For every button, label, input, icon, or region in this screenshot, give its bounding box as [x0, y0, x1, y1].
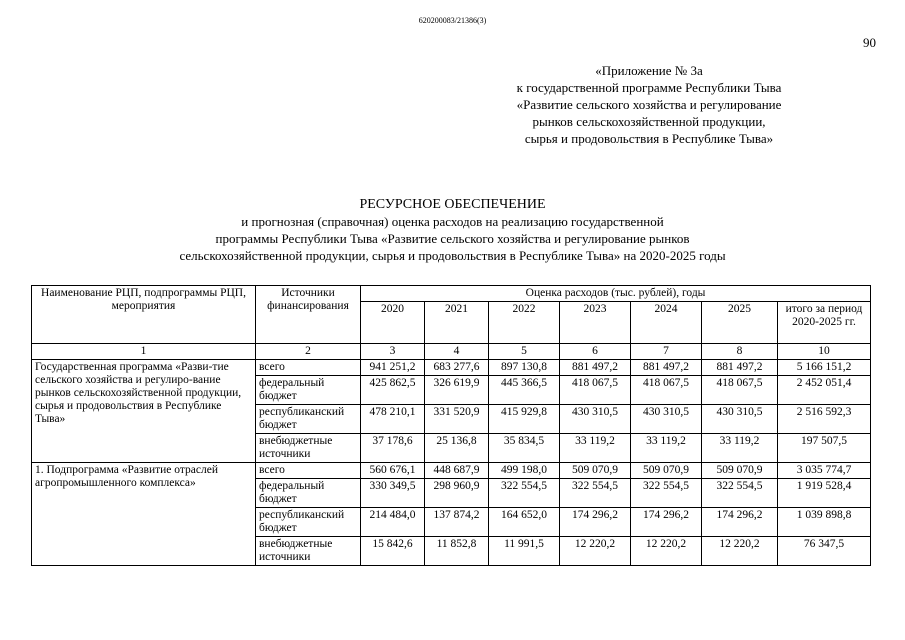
year-value: 12 220,2 — [560, 537, 631, 566]
table-row — [32, 463, 871, 479]
year-value: 415 929,8 — [489, 405, 560, 434]
resource-table — [31, 285, 871, 566]
year-value: 15 842,6 — [361, 537, 425, 566]
year-value: 881 497,2 — [631, 360, 702, 376]
year-value: 881 497,2 — [702, 360, 778, 376]
year-value: 322 554,5 — [702, 479, 778, 508]
year-value: 37 178,6 — [361, 434, 425, 463]
year-value: 560 676,1 — [361, 463, 425, 479]
total-value: 197 507,5 — [778, 434, 871, 463]
funding-source: республиканский бюджет — [256, 405, 361, 434]
document-title — [0, 196, 905, 264]
year-value: 25 136,8 — [425, 434, 489, 463]
year-value: 430 310,5 — [560, 405, 631, 434]
year-value: 509 070,9 — [631, 463, 702, 479]
header-year: 2022 — [489, 302, 560, 344]
year-value: 330 349,5 — [361, 479, 425, 508]
year-value: 445 366,5 — [489, 376, 560, 405]
year-value: 137 874,2 — [425, 508, 489, 537]
year-value: 174 296,2 — [560, 508, 631, 537]
funding-source: внебюджетные источники — [256, 537, 361, 566]
year-value: 478 210,1 — [361, 405, 425, 434]
total-value: 2 516 592,3 — [778, 405, 871, 434]
title-line: программы Республики Тыва «Развитие сельского хозяйства и регулирование рынков — [215, 231, 690, 246]
column-number-row — [32, 344, 871, 360]
year-value: 881 497,2 — [560, 360, 631, 376]
total-value: 5 166 151,2 — [778, 360, 871, 376]
year-value: 418 067,5 — [702, 376, 778, 405]
year-value: 322 554,5 — [631, 479, 702, 508]
column-number: 6 — [560, 344, 631, 360]
section-name: 1. Подпрограмма «Развитие отраслей агропромышленного комплекса» — [32, 463, 256, 566]
year-value: 11 991,5 — [489, 537, 560, 566]
appendix-line: рынков сельскохозяйственной продукции, — [532, 114, 766, 129]
year-value: 499 198,0 — [489, 463, 560, 479]
year-value: 12 220,2 — [702, 537, 778, 566]
total-value: 1 919 528,4 — [778, 479, 871, 508]
year-value: 430 310,5 — [631, 405, 702, 434]
table-header-row — [32, 286, 871, 302]
header-name: Наименование РЦП, подпрограммы РЦП, мероприятия — [32, 286, 256, 344]
year-value: 174 296,2 — [631, 508, 702, 537]
column-number: 8 — [702, 344, 778, 360]
year-value: 448 687,9 — [425, 463, 489, 479]
year-value: 509 070,9 — [702, 463, 778, 479]
column-number: 7 — [631, 344, 702, 360]
year-value: 425 862,5 — [361, 376, 425, 405]
year-value: 164 652,0 — [489, 508, 560, 537]
header-source: Источники финансирования — [256, 286, 361, 344]
header-year: 2025 — [702, 302, 778, 344]
year-value: 35 834,5 — [489, 434, 560, 463]
year-value: 418 067,5 — [631, 376, 702, 405]
year-value: 326 619,9 — [425, 376, 489, 405]
year-value: 331 520,9 — [425, 405, 489, 434]
header-year: 2023 — [560, 302, 631, 344]
year-value: 12 220,2 — [631, 537, 702, 566]
column-number: 1 — [32, 344, 256, 360]
year-value: 509 070,9 — [560, 463, 631, 479]
total-value: 1 039 898,8 — [778, 508, 871, 537]
total-value: 76 347,5 — [778, 537, 871, 566]
column-number: 5 — [489, 344, 560, 360]
total-value: 3 035 774,7 — [778, 463, 871, 479]
header-year: 2020 — [361, 302, 425, 344]
column-number: 2 — [256, 344, 361, 360]
year-value: 897 130,8 — [489, 360, 560, 376]
title-main: РЕСУРСНОЕ ОБЕСПЕЧЕНИЕ — [359, 197, 546, 212]
year-value: 33 119,2 — [631, 434, 702, 463]
section-name: Государственная программа «Разви-тие сельского хозяйства и регулиро-вание рынков сельскохозяйственной продукции, сырья и продовольствия в Республике Тыва» — [32, 360, 256, 463]
year-value: 174 296,2 — [702, 508, 778, 537]
title-line: и прогнозная (справочная) оценка расходов на реализацию государственной — [241, 214, 664, 229]
appendix-line: «Приложение № 3а — [595, 63, 703, 78]
year-value: 33 119,2 — [560, 434, 631, 463]
year-value: 418 067,5 — [560, 376, 631, 405]
appendix-note — [439, 62, 859, 147]
appendix-line: к государственной программе Республики Тыва — [516, 80, 782, 95]
header-year: 2024 — [631, 302, 702, 344]
header-total: итого за период 2020-2025 гг. — [778, 302, 871, 344]
header-year: 2021 — [425, 302, 489, 344]
year-value: 214 484,0 — [361, 508, 425, 537]
year-value: 322 554,5 — [489, 479, 560, 508]
header-group: Оценка расходов (тыс. рублей), годы — [361, 286, 871, 302]
column-number: 4 — [425, 344, 489, 360]
column-number: 3 — [361, 344, 425, 360]
funding-source: внебюджетные источники — [256, 434, 361, 463]
appendix-line: «Развитие сельского хозяйства и регулирование — [516, 97, 782, 112]
appendix-line: сырья и продовольствия в Республике Тыва» — [524, 131, 774, 146]
page-number: 90 — [863, 35, 876, 50]
year-value: 322 554,5 — [560, 479, 631, 508]
year-value: 11 852,8 — [425, 537, 489, 566]
document-code: 620200083/21386(3) — [418, 16, 487, 25]
year-value: 430 310,5 — [702, 405, 778, 434]
year-value: 941 251,2 — [361, 360, 425, 376]
year-value: 298 960,9 — [425, 479, 489, 508]
funding-source: федеральный бюджет — [256, 376, 361, 405]
year-value: 683 277,6 — [425, 360, 489, 376]
funding-source: всего — [256, 360, 361, 376]
year-value: 33 119,2 — [702, 434, 778, 463]
funding-source: федеральный бюджет — [256, 479, 361, 508]
table-row — [32, 360, 871, 376]
title-line: сельскохозяйственной продукции, сырья и продовольствия в Республике Тыва» на 2020-2025 годы — [179, 248, 726, 263]
column-number: 10 — [778, 344, 871, 360]
funding-source: республиканский бюджет — [256, 508, 361, 537]
funding-source: всего — [256, 463, 361, 479]
total-value: 2 452 051,4 — [778, 376, 871, 405]
